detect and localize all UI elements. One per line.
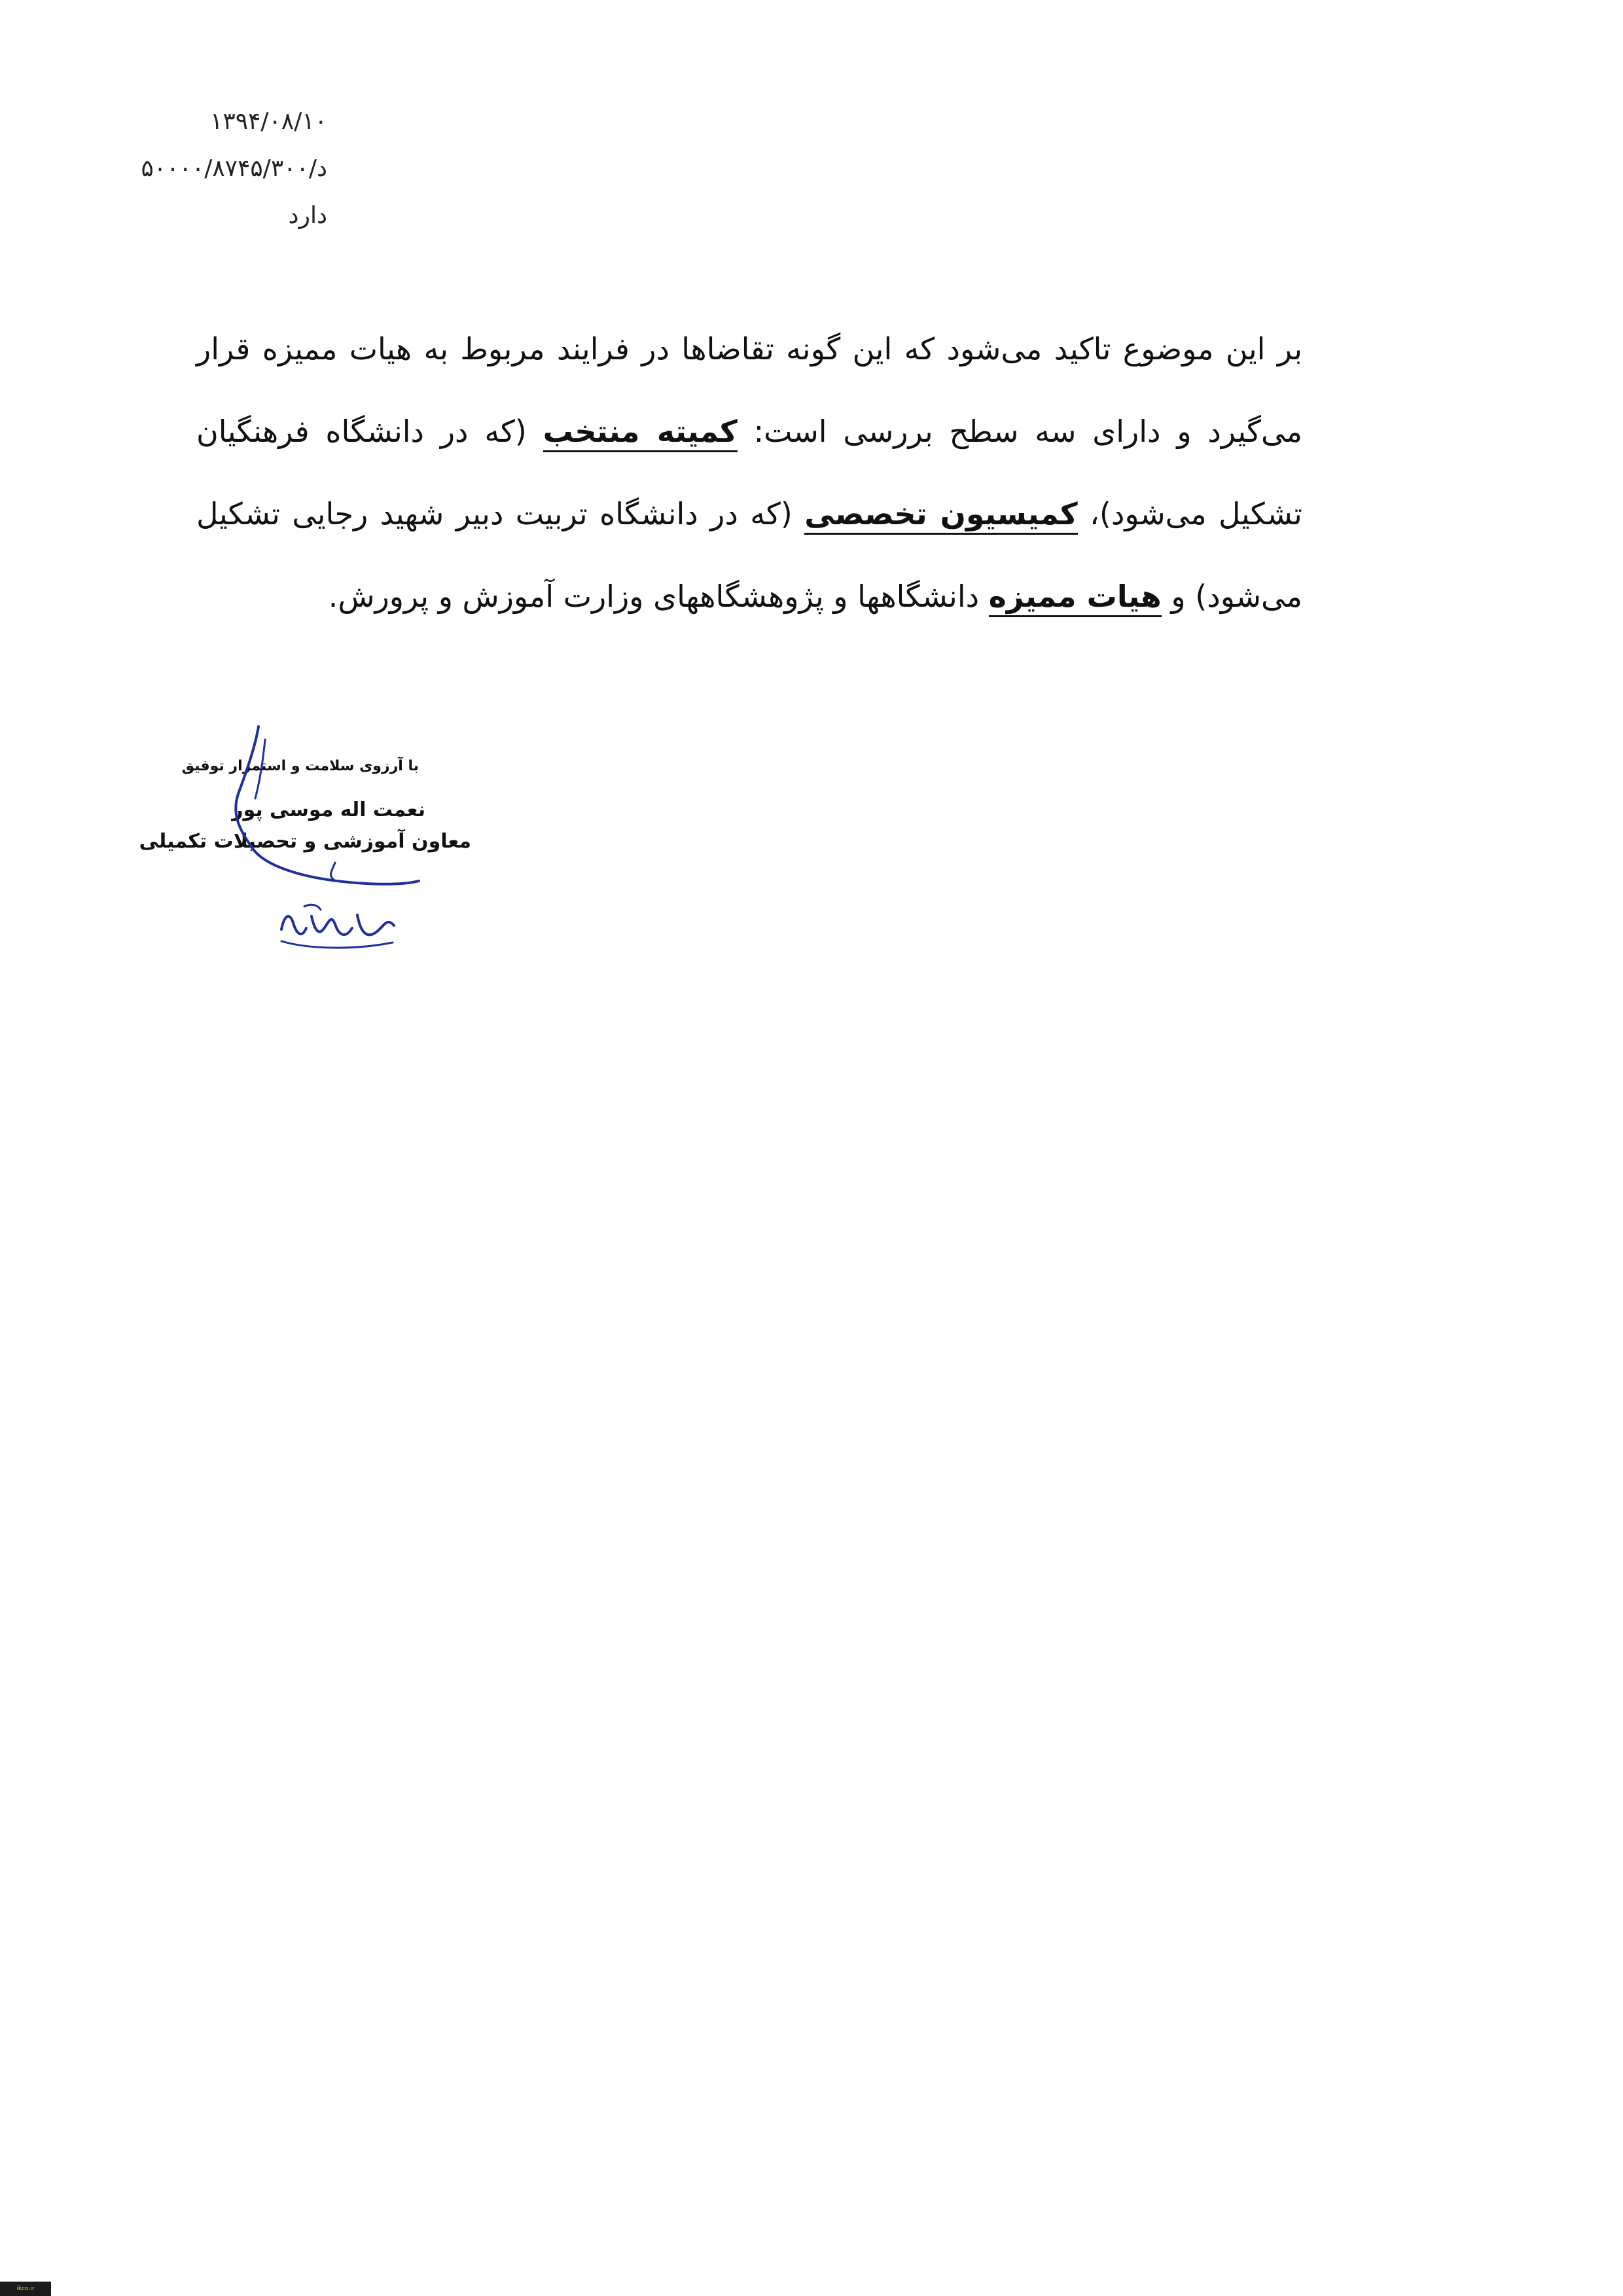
footer-watermark: ikco.ir: [0, 2282, 51, 2296]
level2-commission: کمیسیون تخصصی: [804, 496, 1077, 535]
level3-note: دانشگاهها و پژوهشگاههای وزارت آموزش و پرورش.: [328, 579, 989, 614]
signer-title: معاون آموزشی و تحصیلات تکمیلی: [139, 830, 471, 853]
signature-block: [139, 720, 471, 969]
letter-attachment: دارد: [288, 202, 327, 229]
letter-number: د/۵۰۰۰۰/۸۷۴۵/۳۰۰: [141, 155, 327, 182]
letter-date: ۱۳۹۴/۰۸/۱۰: [210, 108, 327, 135]
closing-salutation: با آرزوی سلامت و استمرار توفیق: [181, 758, 419, 774]
level2-note: (که در دانشگاه تربیت دبیر شهید رجایی تشکیل می‌شود) و: [196, 496, 1302, 614]
letter-body: [196, 308, 1302, 637]
body-intro: بر این موضوع تاکید می‌شود که این گونه تقاضاها در فرایند مربوط به هیات ممیزه قرار می‌گیرد و دارای سه سطح بررسی است:: [196, 331, 1302, 449]
level1-note: (که در دانشگاه فرهنگیان تشکیل می‌شود)،: [196, 414, 1302, 531]
level3-board: هیات ممیزه: [989, 579, 1162, 617]
letter-header: [79, 98, 327, 240]
signer-name: نعمت اله موسی پور: [232, 798, 425, 821]
level1-committee: کمیته منتخب: [543, 414, 738, 452]
